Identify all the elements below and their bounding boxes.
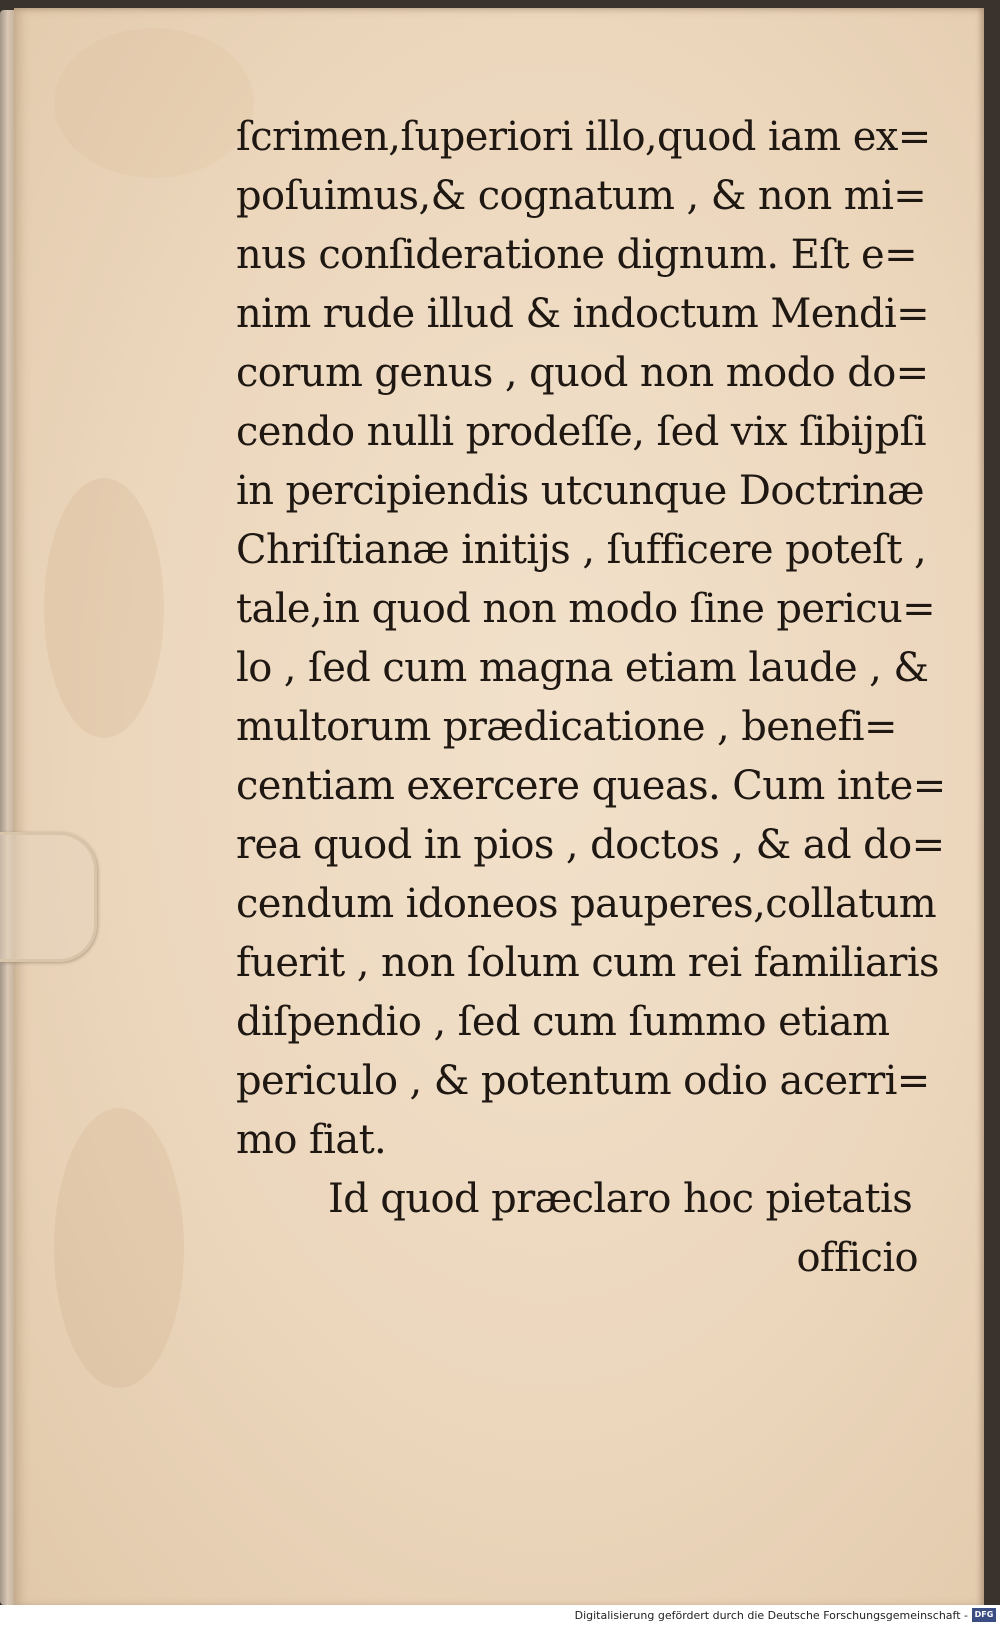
text-line: tale,in quod non modo ſine pericu= xyxy=(236,586,936,632)
page-text xyxy=(236,108,966,1288)
text-line: in percipiendis utcunque Doctrinæ xyxy=(236,468,924,514)
paper-stain xyxy=(54,1108,184,1388)
bookmark-clip xyxy=(0,832,97,962)
paper-stain xyxy=(54,28,254,178)
catchword: officio xyxy=(796,1235,918,1281)
text-line: centiam exercere queas. Cum inte= xyxy=(236,763,946,809)
text-line: periculo , & potentum odio acerri= xyxy=(236,1058,930,1104)
paragraph-opening-line: Id quod præclaro hoc pietatis xyxy=(328,1176,913,1222)
digitization-credit: Digitalisierung gefördert durch die Deutsche Forschungsgemeinschaft - xyxy=(574,1609,968,1622)
text-line: lo , ſed cum magna etiam laude , & xyxy=(236,645,929,691)
text-line: rea quod in pios , doctos , & ad do= xyxy=(236,822,945,868)
text-line: fuerit , non ſolum cum rei familiaris xyxy=(236,940,939,986)
text-line: poſuimus,& cognatum , & non mi= xyxy=(236,173,927,219)
text-line: diſpendio , ſed cum ſummo etiam xyxy=(236,999,890,1045)
text-line: ſcrimen,ſuperiori illo,quod iam ex= xyxy=(236,114,931,160)
text-line: cendum idoneos pauperes,collatum xyxy=(236,881,937,927)
text-line: corum genus , quod non modo do= xyxy=(236,350,929,396)
text-line: nus conſideratione dignum. Eſt e= xyxy=(236,232,918,278)
text-line: multorum prædicatione , benefi= xyxy=(236,704,897,750)
dfg-logo: DFG xyxy=(972,1608,996,1622)
paper-stain xyxy=(44,478,164,738)
text-line: Chriſtianæ initijs , ſufficere poteſt , xyxy=(236,527,927,573)
text-line: nim rude illud & indoctum Mendi= xyxy=(236,291,930,337)
text-line: cendo nulli prodeſſe, ſed vix ſibijpſi xyxy=(236,409,926,455)
text-line: mo fiat. xyxy=(236,1117,387,1163)
